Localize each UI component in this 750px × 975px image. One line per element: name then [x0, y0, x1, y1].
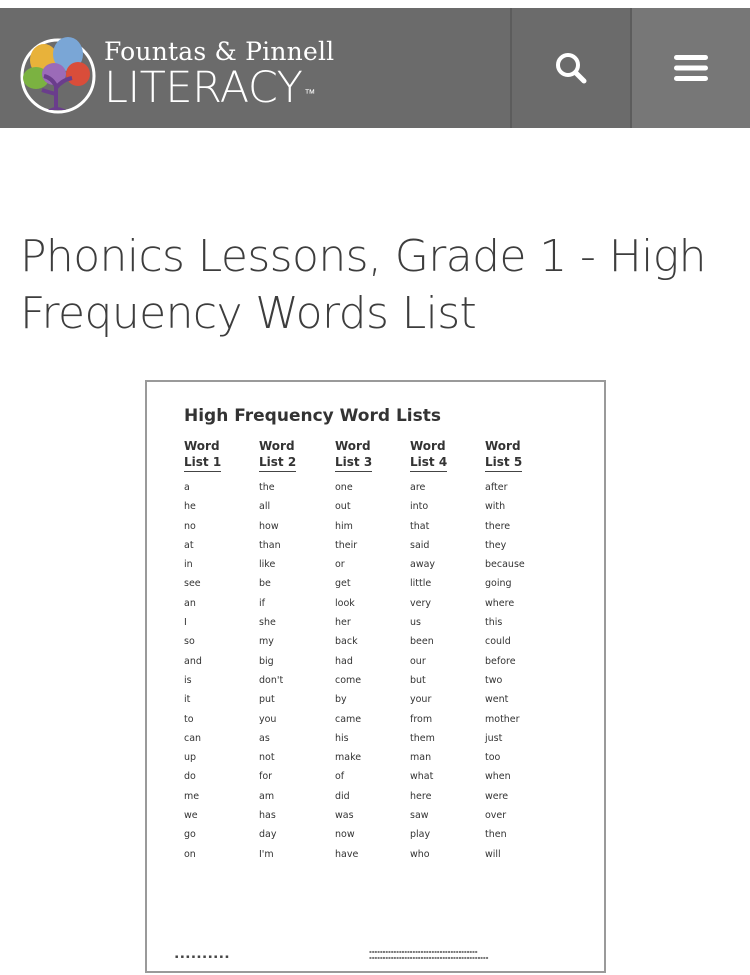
- site-header: [0, 8, 750, 128]
- word-list-item: over: [485, 810, 507, 822]
- search-button[interactable]: [510, 8, 630, 128]
- word-list-header-line2: List 4: [410, 454, 447, 472]
- brand-name-top: Fountas & Pinnell: [104, 37, 335, 66]
- menu-button[interactable]: [630, 8, 750, 128]
- word-list-item: or: [335, 559, 345, 571]
- word-list-item: will: [485, 848, 501, 860]
- word-list-item: just: [485, 732, 503, 744]
- word-list-item: play: [410, 829, 431, 841]
- word-list-item: one: [335, 482, 353, 493]
- word-list-item: been: [410, 636, 434, 648]
- word-list-item: he: [184, 501, 196, 513]
- word-list-item: be: [259, 578, 271, 590]
- word-list-item: us: [410, 617, 421, 629]
- word-list-item: not: [259, 752, 275, 764]
- word-list-item: when: [485, 771, 511, 783]
- word-list-item: before: [485, 655, 516, 667]
- word-list-header-line2: List 1: [184, 454, 221, 472]
- word-list-item: with: [485, 501, 506, 513]
- word-list-item: big: [259, 655, 274, 667]
- word-list-item: by: [335, 694, 347, 706]
- word-list-item: I: [184, 617, 187, 629]
- word-list-item: two: [485, 674, 503, 686]
- word-list-header-line2: List 5: [485, 454, 522, 472]
- search-icon: [554, 51, 588, 85]
- word-list-item: it: [184, 694, 191, 706]
- word-list-item: that: [410, 520, 430, 532]
- word-list-item: said: [410, 539, 430, 551]
- hamburger-menu-icon: [673, 53, 709, 83]
- word-list-item: very: [410, 597, 431, 609]
- word-list-column: [485, 438, 555, 864]
- word-list-item: in: [184, 559, 193, 571]
- word-list-item: make: [335, 752, 362, 764]
- word-list-header: [259, 438, 329, 472]
- word-list-document-image[interactable]: [145, 380, 606, 973]
- word-list-item: man: [410, 752, 432, 764]
- word-list-item: was: [335, 810, 354, 822]
- word-list-header: [410, 438, 480, 472]
- page-title: Phonics Lessons, Grade 1 - High Frequency Words List: [20, 231, 706, 339]
- word-list-item: an: [184, 597, 196, 609]
- trademark-symbol: ™: [304, 87, 315, 100]
- word-list-item: your: [410, 694, 432, 706]
- word-list-item: then: [485, 829, 507, 841]
- brand-literacy-text: LITERACY: [104, 63, 303, 113]
- word-list-item: so: [184, 636, 195, 648]
- word-list-header-line1: Word: [184, 439, 220, 453]
- word-list-item: am: [259, 790, 275, 802]
- word-list-item: to: [184, 713, 194, 725]
- word-list-item: is: [184, 674, 192, 686]
- word-list-header-line1: Word: [259, 439, 295, 453]
- word-list-item: the: [259, 482, 275, 493]
- word-list-item: saw: [410, 810, 429, 822]
- word-list-item: where: [485, 597, 515, 609]
- word-list-column: [259, 438, 329, 864]
- word-list-item: did: [335, 790, 350, 802]
- word-list-header-line1: Word: [335, 439, 371, 453]
- word-list-item: went: [485, 694, 509, 706]
- word-list-item: don't: [259, 674, 284, 686]
- word-list-item: my: [259, 636, 274, 648]
- word-list: [184, 478, 254, 864]
- word-list-item: me: [184, 790, 200, 802]
- word-list-item: if: [259, 597, 265, 609]
- word-list-item: can: [184, 732, 202, 744]
- word-list-item: day: [259, 829, 277, 841]
- word-list-item: them: [410, 732, 435, 744]
- word-list-item: too: [485, 752, 501, 764]
- word-list-item: but: [410, 674, 426, 686]
- word-list-header-line1: Word: [410, 439, 446, 453]
- word-list: [259, 478, 329, 864]
- document-copyright-note: ▪▪▪▪▪▪▪▪▪▪▪▪▪▪▪▪▪▪▪▪▪▪▪▪▪▪▪▪▪▪▪▪▪▪▪▪▪▪▪▪ ▪▪▪▪▪▪▪▪▪▪▪▪▪▪▪▪▪▪▪▪▪▪▪▪▪▪▪▪▪▪▪▪▪▪▪▪▪▪▪▪▪▪▪▪: [369, 949, 489, 960]
- word-list-item: out: [335, 501, 351, 513]
- word-list-item: come: [335, 674, 362, 686]
- word-list-item: see: [184, 578, 201, 590]
- word-list-item: look: [335, 597, 355, 609]
- word-list-item: how: [259, 520, 279, 532]
- word-list-column: [335, 438, 405, 864]
- word-list: [410, 478, 480, 864]
- word-list-item: on: [184, 848, 196, 860]
- word-list-item: from: [410, 713, 433, 725]
- document-footer-label: ▪ ▪ ▪ ▪ ▪ ▪ ▪ ▪ ▪ ▪: [175, 954, 229, 960]
- word-list-item: go: [184, 829, 196, 841]
- word-list-item: at: [184, 539, 194, 551]
- word-list-item: up: [184, 752, 197, 764]
- word-list: [485, 478, 555, 864]
- word-list-item: a: [184, 482, 190, 493]
- word-list-item: no: [184, 520, 196, 532]
- tree-logo-icon: [18, 30, 98, 114]
- word-list-item: of: [335, 771, 345, 783]
- word-list-column: [410, 438, 480, 864]
- word-list-item: has: [259, 810, 276, 822]
- word-list-item: mother: [485, 713, 520, 725]
- word-list-item: away: [410, 559, 436, 571]
- word-list-item: after: [485, 482, 508, 493]
- word-list-item: like: [259, 559, 276, 571]
- word-list-item: her: [335, 617, 351, 629]
- word-list-item: than: [259, 539, 281, 551]
- word-list-item: now: [335, 829, 355, 841]
- word-list-item: get: [335, 578, 351, 590]
- word-list-item: his: [335, 732, 349, 744]
- word-list-item: what: [410, 771, 434, 783]
- word-list-header-line2: List 2: [259, 454, 296, 472]
- brand-name-bottom: [104, 63, 334, 113]
- word-list-item: had: [335, 655, 353, 667]
- word-list-item: they: [485, 539, 507, 551]
- word-list-item: our: [410, 655, 426, 667]
- word-list-item: I'm: [259, 848, 274, 860]
- word-list-item: you: [259, 713, 277, 725]
- word-list-header-line1: Word: [485, 439, 521, 453]
- word-list-item: all: [259, 501, 271, 513]
- word-list-item: as: [259, 732, 270, 744]
- word-list-item: we: [184, 810, 198, 822]
- word-list-item: back: [335, 636, 358, 648]
- word-list: [335, 478, 405, 864]
- word-list-item: put: [259, 694, 275, 706]
- brand-logo-link[interactable]: [0, 8, 510, 128]
- word-list-item: were: [485, 790, 509, 802]
- word-list-item: here: [410, 790, 432, 802]
- document-title: High Frequency Word Lists: [184, 406, 441, 426]
- word-list-header: [184, 438, 254, 472]
- word-list-item: into: [410, 501, 429, 513]
- word-list-item: going: [485, 578, 512, 590]
- word-list-item: because: [485, 559, 525, 571]
- word-list-item: could: [485, 636, 511, 648]
- word-list-item: him: [335, 520, 353, 532]
- word-list-item: do: [184, 771, 196, 783]
- word-list-item: for: [259, 771, 273, 783]
- word-list-item: little: [410, 578, 432, 590]
- word-list-header-line2: List 3: [335, 454, 372, 472]
- brand-wordmark: [104, 37, 335, 113]
- word-list-item: she: [259, 617, 276, 629]
- word-list-column: [184, 438, 254, 864]
- word-list-item: their: [335, 539, 358, 551]
- word-list-item: came: [335, 713, 362, 725]
- word-list-item: are: [410, 482, 426, 493]
- word-list-item: have: [335, 848, 359, 860]
- word-list-item: there: [485, 520, 511, 532]
- word-list-header: [335, 438, 405, 472]
- word-list-item: who: [410, 848, 430, 860]
- word-list-item: this: [485, 617, 503, 629]
- word-list-item: and: [184, 655, 202, 667]
- word-list-header: [485, 438, 555, 472]
